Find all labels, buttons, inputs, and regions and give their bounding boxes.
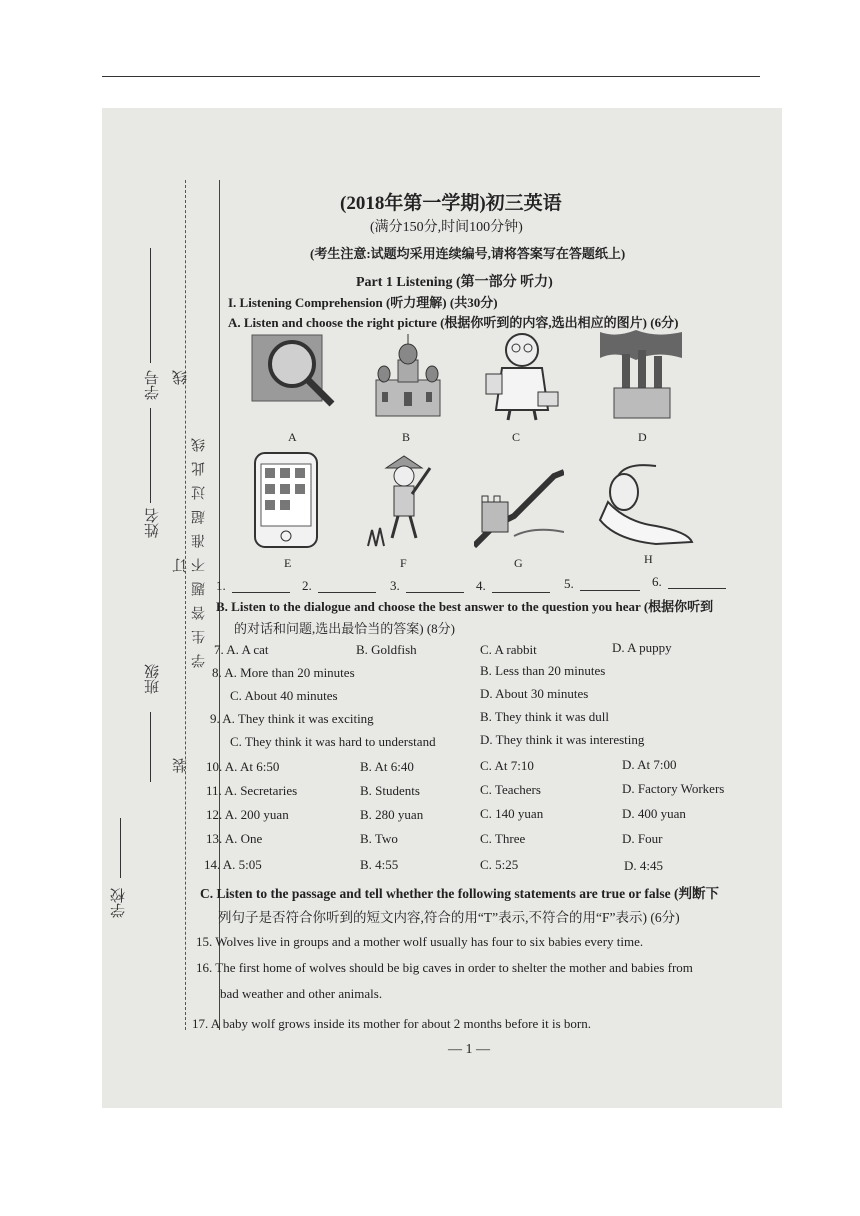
picture-e <box>252 450 322 550</box>
answer-blank-3-label: 3. <box>390 578 400 593</box>
q14-option-c: C. 5:25 <box>480 857 519 872</box>
q12-option-a: 12. A. 200 yuan <box>206 807 289 822</box>
section-b-heading: B. Listen to the dialogue and choose the best answer to the question you hear (根据你听到 <box>216 599 714 614</box>
name-label: 姓名 <box>145 508 161 538</box>
q10-option-c: C. At 7:10 <box>480 758 534 773</box>
number-label: 学号 <box>145 370 161 400</box>
q14-option-a: 14. A. 5:05 <box>204 857 262 872</box>
answer-blank-1[interactable] <box>232 592 290 593</box>
number-blank <box>150 248 151 363</box>
school-label: 学校 <box>111 888 127 918</box>
q14-option-b: B. 4:55 <box>360 857 399 872</box>
q14-option-d: D. 4:45 <box>624 858 663 873</box>
chimney-pollution-icon <box>596 328 686 420</box>
q7-option-c: C. A rabbit <box>480 642 537 657</box>
picture-g <box>474 456 564 548</box>
q13-option-a: 13. A. One <box>206 831 263 846</box>
section-b-heading-cont: 的对话和问题,选出最恰当的答案) (8分) <box>234 621 455 636</box>
picture-f <box>364 454 444 550</box>
binding-text: 装 <box>173 758 189 773</box>
q13-option-d: D. Four <box>622 831 663 846</box>
church-icon <box>368 332 448 420</box>
picture-h <box>596 462 696 548</box>
q7-option-a: 7. A. A cat <box>214 642 269 657</box>
statement-16-cont: bad weather and other animals. <box>220 986 383 1001</box>
line-text: 线 <box>173 370 189 385</box>
picture-b <box>368 332 448 420</box>
picture-c <box>482 330 562 422</box>
q11-option-d: D. Factory Workers <box>622 781 725 796</box>
answer-blank-2[interactable] <box>318 592 376 593</box>
picture-a-letter: A <box>288 430 297 444</box>
class-blank <box>150 712 151 782</box>
q12-option-c: C. 140 yuan <box>480 806 544 821</box>
statement-17: 17. A baby wolf grows inside its mother for about 2 months before it is born. <box>192 1016 591 1031</box>
exam-title: (2018年第一学期)初三英语 <box>340 193 562 214</box>
q11-option-a: 11. A. Secretaries <box>206 783 298 798</box>
section-a-heading: A. Listen and choose the right picture (根据你听到的内容,选出相应的图片) (6分) <box>228 315 679 330</box>
q11-option-b: B. Students <box>360 783 420 798</box>
exam-photo <box>102 108 782 1108</box>
q7-option-d: D. A puppy <box>612 640 672 655</box>
q9-option-a: 9. A. They think it was exciting <box>210 711 374 726</box>
answer-blank-1-label: 1. <box>216 578 226 593</box>
exam-notice: (考生注意:试题均采用连续编号,请将答案写在答题纸上) <box>310 246 626 261</box>
q8-option-d: D. About 30 minutes <box>480 686 589 701</box>
q9-option-c: C. They think it was hard to understand <box>230 734 436 749</box>
picture-a <box>250 330 340 410</box>
answer-blank-6[interactable] <box>668 588 726 589</box>
statement-16: 16. The first home of wolves should be big caves in order to shelter the mother and babies from <box>196 960 693 975</box>
q7-option-b: B. Goldfish <box>356 642 417 657</box>
answer-blank-2-label: 2. <box>302 578 312 593</box>
q10-option-b: B. At 6:40 <box>360 759 414 774</box>
school-blank <box>120 818 121 878</box>
picture-e-letter: E <box>284 556 292 570</box>
great-wall-icon <box>474 456 564 548</box>
q12-option-d: D. 400 yuan <box>622 806 686 821</box>
answer-blank-3[interactable] <box>406 592 464 593</box>
answer-blank-5[interactable] <box>580 590 640 591</box>
q9-option-d: D. They think it was interesting <box>480 732 645 747</box>
answer-limit-warning: 学生答题不准超过此线 <box>192 428 207 668</box>
order-text: 订 <box>173 558 189 573</box>
answer-blank-4[interactable] <box>492 592 550 593</box>
picture-d <box>596 328 686 420</box>
q8-option-b: B. Less than 20 minutes <box>480 663 606 678</box>
answer-blank-6-label: 6. <box>652 574 662 589</box>
section-c-heading-cont: 列句子是否符合你听到的短文内容,符合的用“T”表示,不符合的用“F”表示) (6分) <box>218 910 680 925</box>
page-number: — 1 — <box>448 1042 490 1057</box>
magnifier-icon <box>250 330 340 410</box>
q13-option-b: B. Two <box>360 831 398 846</box>
picture-d-letter: D <box>638 430 647 444</box>
q8-option-c: C. About 40 minutes <box>230 688 338 703</box>
statement-15: 15. Wolves live in groups and a mother wolf usually has four to six babies every time. <box>196 934 644 949</box>
doctor-icon <box>482 330 562 422</box>
exam-subtitle: (满分150分,时间100分钟) <box>370 220 523 235</box>
q13-option-c: C. Three <box>480 831 526 846</box>
farmer-icon <box>364 454 444 550</box>
q10-option-d: D. At 7:00 <box>622 757 677 772</box>
smartphone-icon <box>252 450 322 550</box>
q11-option-c: C. Teachers <box>480 782 541 797</box>
picture-b-letter: B <box>402 430 411 444</box>
header-rule <box>102 76 760 77</box>
picture-h-letter: H <box>644 552 653 566</box>
q10-option-a: 10. A. At 6:50 <box>206 759 280 774</box>
answer-blank-5-label: 5. <box>564 576 574 591</box>
part1-heading: Part 1 Listening (第一部分 听力) <box>356 275 553 290</box>
binding-dashed-line <box>185 180 186 1030</box>
answer-blank-4-label: 4. <box>476 578 486 593</box>
section-c-heading: C. Listen to the passage and tell whether the following statements are true or false (判断下 <box>200 886 719 901</box>
q8-option-a: 8. A. More than 20 minutes <box>212 665 355 680</box>
section-1-heading: I. Listening Comprehension (听力理解) (共30分) <box>228 295 498 310</box>
computer-mouse-icon <box>596 462 696 548</box>
class-label: 班级 <box>145 664 161 694</box>
q12-option-b: B. 280 yuan <box>360 807 424 822</box>
picture-c-letter: C <box>512 430 521 444</box>
q9-option-b: B. They think it was dull <box>480 709 610 724</box>
picture-f-letter: F <box>400 556 407 570</box>
name-blank <box>150 408 151 503</box>
picture-g-letter: G <box>514 556 523 570</box>
